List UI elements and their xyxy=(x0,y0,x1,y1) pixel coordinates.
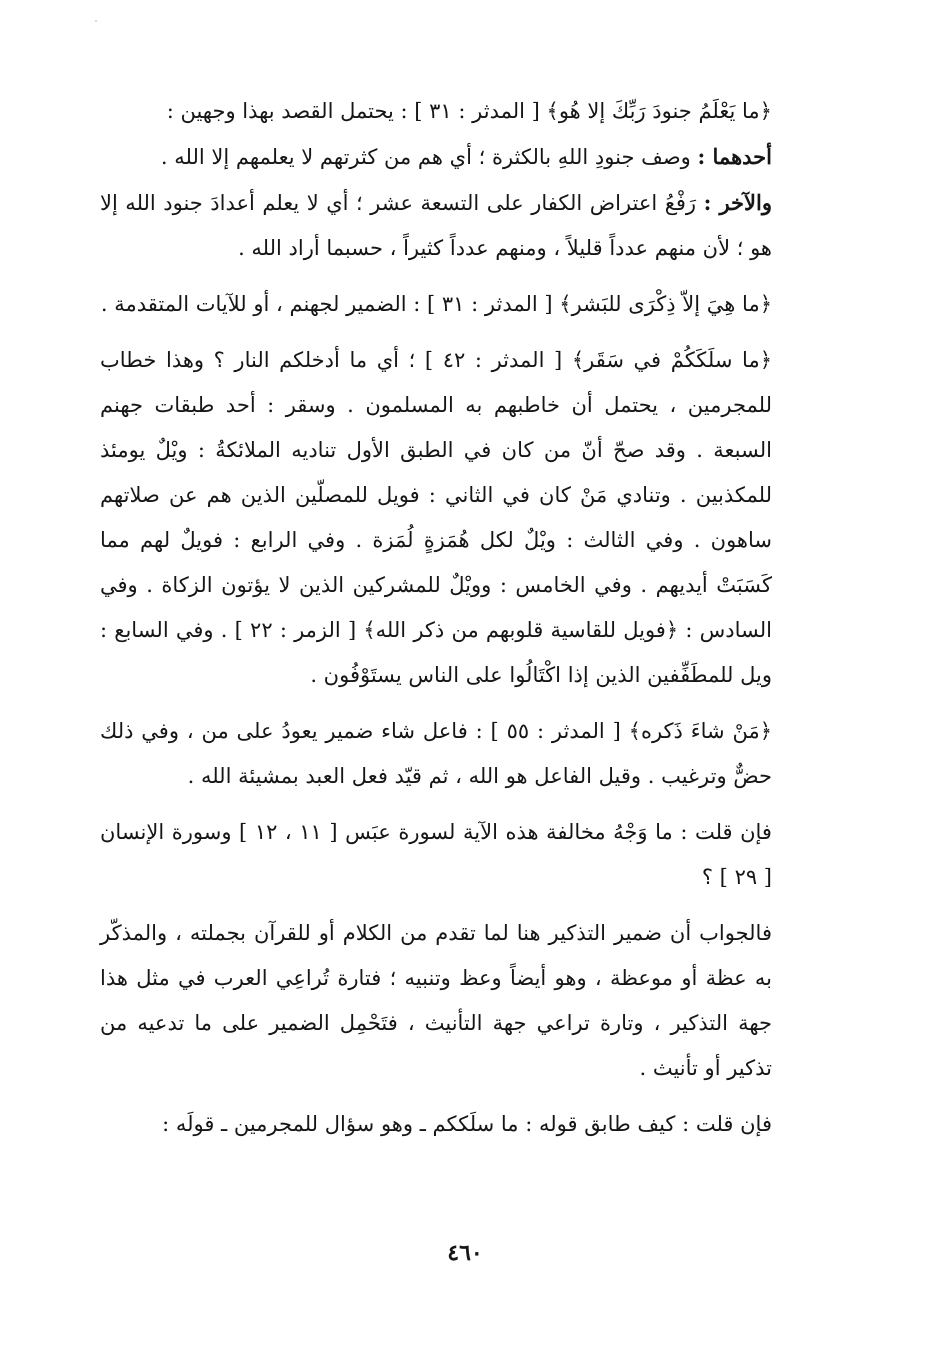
paragraph-2 xyxy=(100,134,772,180)
page-number: ٤٦٠ xyxy=(447,1240,483,1266)
paragraph-text: فإن قلت : كيف طابق قوله : ما سلَككم ـ وهو سؤال للمجرمين ـ قولَه : xyxy=(162,1112,772,1136)
paragraph-9 xyxy=(100,1101,772,1147)
scan-speck xyxy=(95,20,97,22)
paragraph-lead: أحدهما : xyxy=(697,144,772,169)
paragraph-8 xyxy=(100,910,772,1091)
paragraph-4 xyxy=(100,281,772,327)
page-body xyxy=(100,88,772,1147)
paragraph-6 xyxy=(100,708,772,799)
paragraph-text: فإن قلت : ما وَجْهُ مخالفة هذه الآية لسورة عبَس [ ١١ ، ١٢ ] وسورة الإنسان [ ٢٩ ] ؟ xyxy=(100,820,772,889)
paragraph-1 xyxy=(100,88,772,134)
paragraph-text: ﴿مَنْ شاءَ ذَكره﴾ [ المدثر : ٥٥ ] : فاعل شاء ضمير يعودُ على من ، وفي ذلك حضٌّ وترغيب . وقيل الفاعل هو الله ، ثم قيّد فعل العبد بمشيئة الله . xyxy=(100,719,772,788)
paragraph-lead: والآخر : xyxy=(703,190,772,215)
paragraph-text: ﴿ما هِيَ إلاّ ذِكْرَى للبَشر﴾ [ المدثر : ٣١ ] : الضمير لجهنم ، أو للآيات المتقدمة . xyxy=(100,292,772,316)
paragraph-text: ﴿ما سلَكَكُمْ في سَقَر﴾ [ المدثر : ٤٢ ] ؛ أي ما أدخلكم النار ؟ وهذا خطاب للمجرمين ، يحتمل أن خاطبهم به المسلمون . وسقر : أحد طبقات جهنم السبعة . وقد صحّ أنّ من كان في الطبق الأول تناديه الملائكةُ : ويْلٌ يومئذ للمكذبين . وتنادي مَنْ كان في الثاني : فويل للمصلّين الذين هم عن صلاتهم ساهون . وفي الثالث : ويْلٌ لكل هُمَزةٍ لُمَزة . وفي الرابع : فويلٌ لهم مما كَسَبَتْ أيديهم . وفي الخامس : وويْلٌ للمشركين الذين لا يؤتون الزكاة . وفي السادس : ﴿فويل للقاسية قلوبهم من ذكر الله﴾ [ الزمر : ٢٢ ] . وفي السابع : ويل للمطَفِّفين الذين إذا اكْتَالُوا على الناس يستَوْفُون . xyxy=(100,348,772,687)
paragraph-3 xyxy=(100,180,772,271)
paragraph-5 xyxy=(100,337,772,698)
paragraph-text: ﴿ما يَعْلَمُ جنودَ رَبِّكَ إلا هُو﴾ [ المدثر : ٣١ ] : يحتمل القصد بهذا وجهين : xyxy=(166,99,772,123)
paragraph-text: وصف جنودِ اللهِ بالكثرة ؛ أي هم من كثرتهم لا يعلمهم إلا الله . xyxy=(160,145,698,169)
paragraph-7 xyxy=(100,809,772,900)
paragraph-text: رَفْعُ اعتراض الكفار على التسعة عشر ؛ أي لا يعلم أعدادَ جنود الله إلا هو ؛ لأن منهم عدداً قليلاً ، ومنهم عدداً كثيراً ، حسبما أراد الله . xyxy=(100,191,772,260)
paragraph-text: فالجواب أن ضمير التذكير هنا لما تقدم من الكلام أو للقرآن بجملته ، والمذكّر به عظة أو موعظة ، وهو أيضاً وعظ وتنبيه ؛ فتارة تُراعِي العرب في مثل هذا جهة التذكير ، وتارة تراعي جهة التأنيث ، فتَحْمِل الضمير على ما تدعيه من تذكير أو تأنيث . xyxy=(100,921,772,1080)
